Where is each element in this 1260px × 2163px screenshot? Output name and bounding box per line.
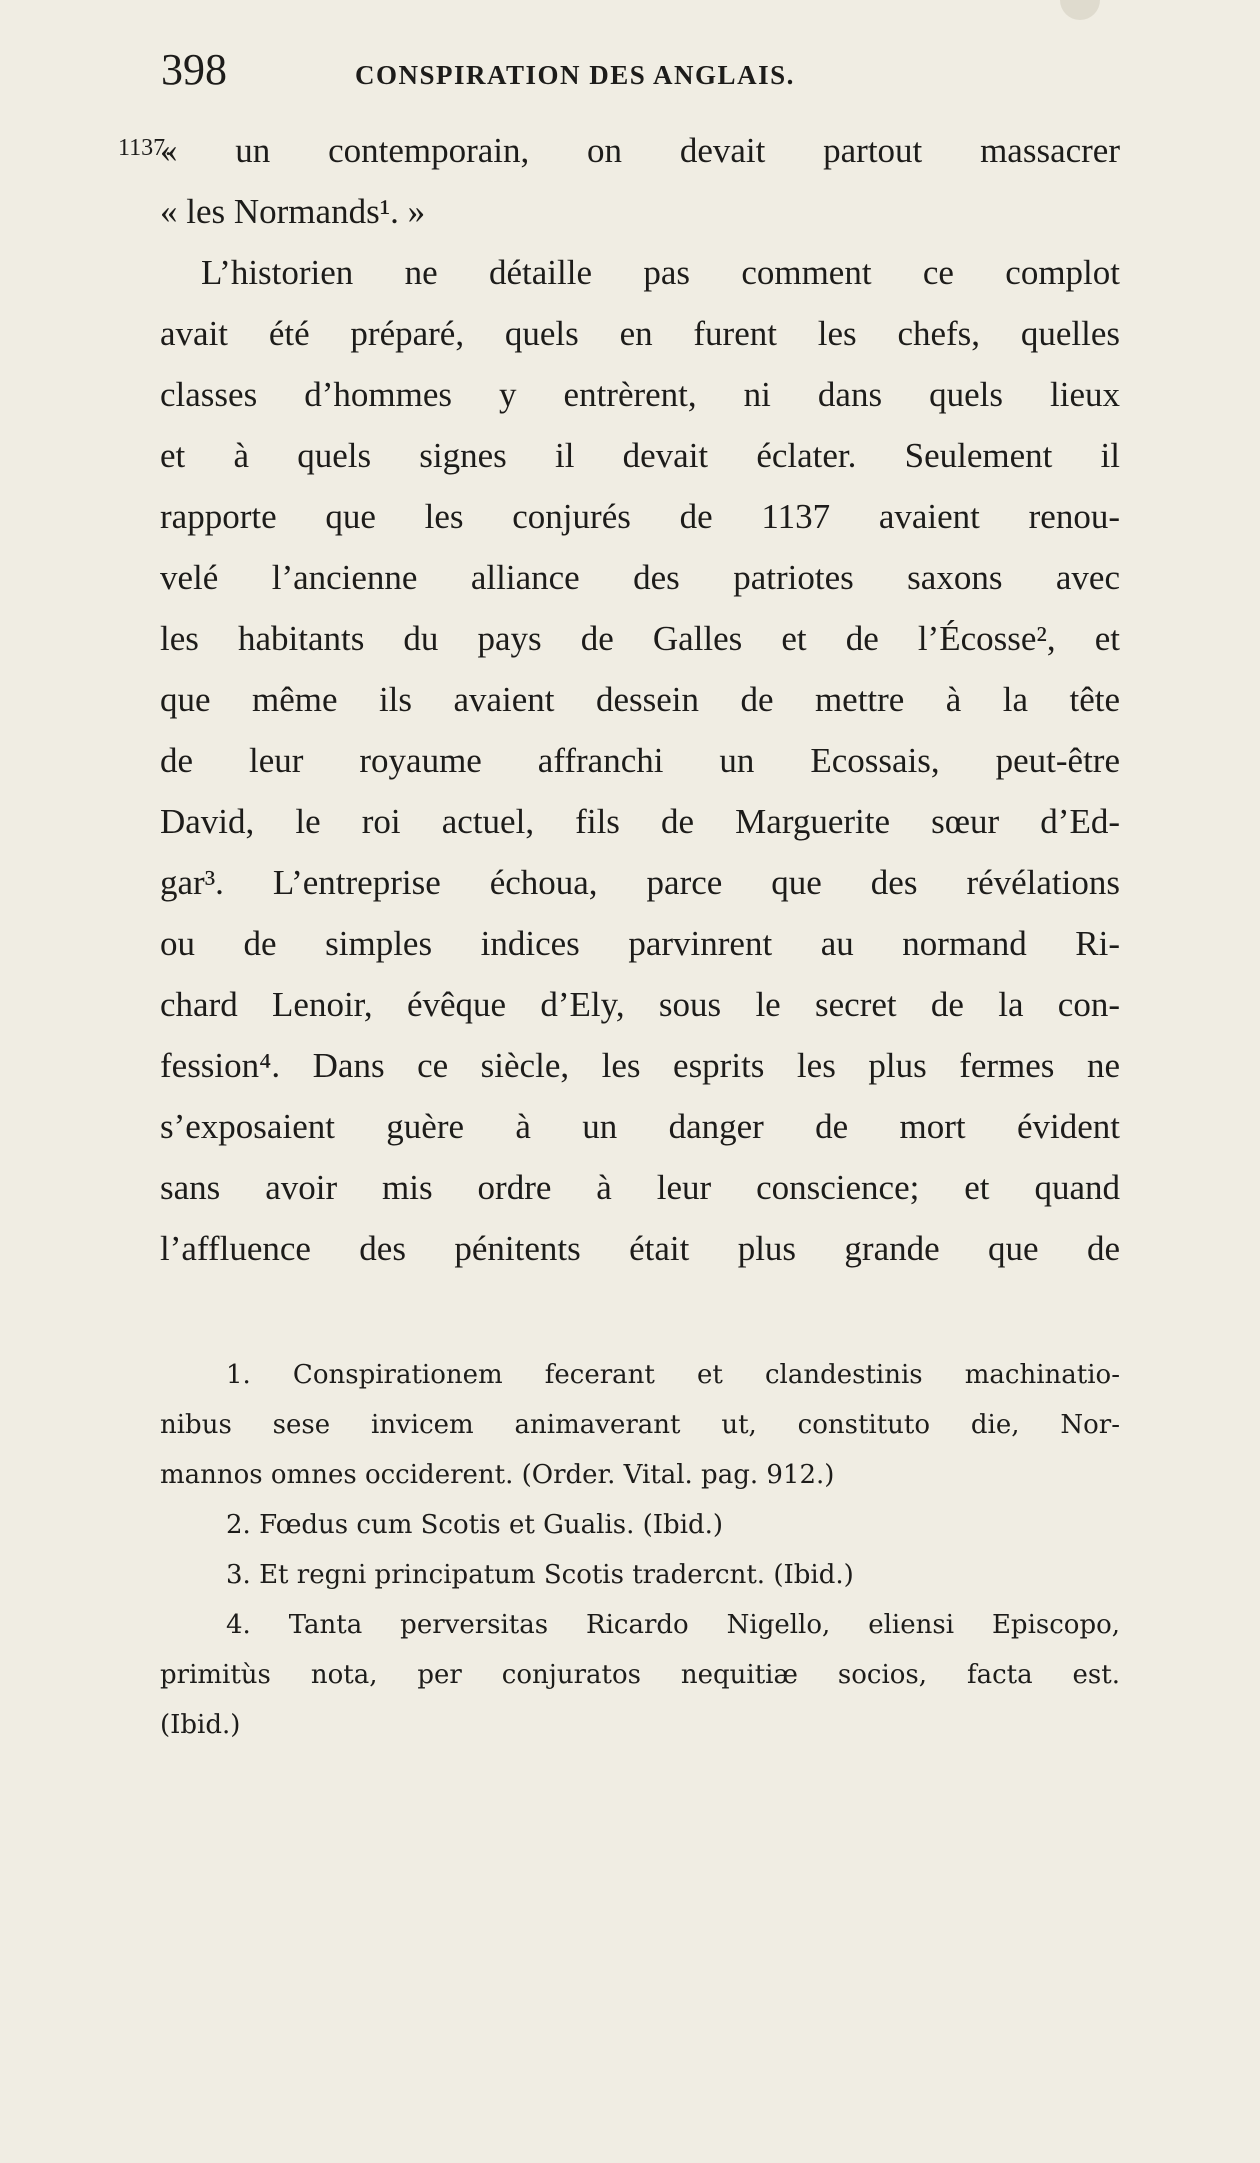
footnote-line: (Ibid.): [160, 1710, 241, 1740]
footnote-line: 3. Et regni principatum Scotis tradercnt. (Ibid.): [226, 1560, 854, 1590]
text-line: David, le roi actuel, fils de Marguerite sœur d’Ed-: [160, 802, 1120, 841]
text-line: l’affluence des pénitents était plus grande que de: [160, 1229, 1120, 1268]
footnote-line: mannos omnes occiderent. (Order. Vital. pag. 912.): [160, 1460, 835, 1490]
text-line: chard Lenoir, évêque d’Ely, sous le secret de la con-: [160, 985, 1120, 1024]
text-line: rapporte que les conjurés de 1137 avaient renou-: [160, 497, 1120, 536]
text-line: « les Normands¹. »: [160, 192, 426, 231]
text-line: ou de simples indices parvinrent au normand Ri-: [160, 924, 1120, 963]
text-line: les habitants du pays de Galles et de l’Écosse², et: [160, 619, 1120, 658]
footnote-line: primitùs nota, per conjuratos nequitiæ socios, facta est.: [160, 1660, 1120, 1690]
text-line: gar³. L’entreprise échoua, parce que des révélations: [160, 863, 1120, 902]
text-line: classes d’hommes y entrèrent, ni dans quels lieux: [160, 375, 1120, 414]
text-line: et à quels signes il devait éclater. Seulement il: [160, 436, 1120, 475]
main-text: [160, 120, 1120, 1279]
paper-stain: [1060, 0, 1100, 20]
footnote-line: 2. Fœdus cum Scotis et Gualis. (Ibid.): [226, 1510, 724, 1540]
footnotes: [160, 1350, 1120, 1750]
text-line: que même ils avaient dessein de mettre à la tête: [160, 680, 1120, 719]
text-line: avait été préparé, quels en furent les chefs, quelles: [160, 314, 1120, 353]
margin-date: 1137.: [118, 135, 172, 161]
text-line: fession⁴. Dans ce siècle, les esprits les plus fermes ne: [160, 1046, 1120, 1085]
text-line: velé l’ancienne alliance des patriotes saxons avec: [160, 558, 1120, 597]
footnote-line: nibus sese invicem animaverant ut, constituto die, Nor-: [160, 1410, 1120, 1440]
page-header: [155, 44, 1005, 104]
text-line: s’exposaient guère à un danger de mort évident: [160, 1107, 1120, 1146]
text-line: L’historien ne détaille pas comment ce complot: [201, 253, 1120, 292]
text-line: de leur royaume affranchi un Ecossais, peut-être: [160, 741, 1120, 780]
running-title: CONSPIRATION DES ANGLAIS.: [355, 60, 795, 90]
text-line: sans avoir mis ordre à leur conscience; et quand: [160, 1168, 1120, 1207]
text-line: « un contemporain, on devait partout massacrer: [160, 131, 1120, 170]
page-number: 398: [161, 45, 227, 94]
footnote-line: 1. Conspirationem fecerant et clandestinis machinatio-: [226, 1360, 1120, 1390]
footnote-line: 4. Tanta perversitas Ricardo Nigello, eliensi Episcopo,: [226, 1610, 1120, 1640]
